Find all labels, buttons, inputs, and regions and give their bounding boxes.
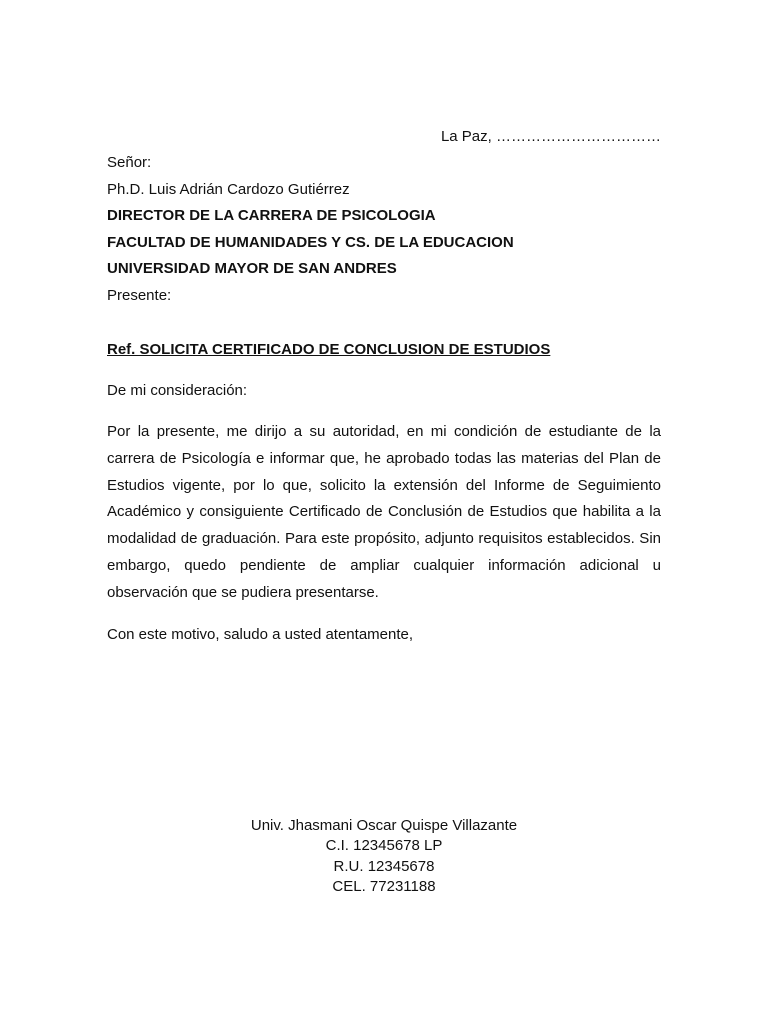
signature-ci: C.I. 12345678 LP	[325, 837, 443, 855]
signature-cel: CEL. 77231188	[332, 877, 436, 895]
recipient-salutation: Señor:	[107, 154, 152, 171]
recipient-university: UNIVERSIDAD MAYOR DE SAN ANDRES	[107, 260, 397, 277]
reference-line: Ref. SOLICITA CERTIFICADO DE CONCLUSION DE ESTUDIOS	[107, 341, 551, 358]
greeting: De mi consideración:	[107, 382, 248, 399]
signature-name: Univ. Jhasmani Oscar Quispe Villazante	[250, 817, 518, 834]
closing-line: Con este motivo, saludo a usted atentamente,	[107, 625, 414, 643]
recipient-title: DIRECTOR DE LA CARRERA DE PSICOLOGIA	[107, 207, 436, 224]
body-paragraph: Por la presente, me dirijo a su autoridad, en mi condición de estudiante de la carrera de Psicología e informar que, he aprobado todas las materias del Plan de Estudios vigente, por lo que, solicito la extensión del Informe de Seguimiento Académico y consiguiente Certificado de Conclusión de Estudios que habilita a la modalidad de graduación. Para este propósito, adjunto requisitos establecidos. Sin embargo, quedo pendiente de ampliar cualquier información adicional u observación que se pudiera presentarse.	[107, 423, 661, 601]
recipient-block	[107, 150, 661, 309]
date-line: La Paz, ……………………………	[440, 128, 661, 145]
recipient-presente: Presente:	[107, 286, 172, 304]
signature-ru: R.U. 12345678	[333, 857, 435, 875]
signature-block	[0, 816, 768, 897]
letter-body	[107, 124, 661, 663]
recipient-name: Ph.D. Luis Adrián Cardozo Gutiérrez	[107, 180, 350, 198]
recipient-faculty: FACULTAD DE HUMANIDADES Y CS. DE LA EDUCACION	[107, 233, 514, 251]
